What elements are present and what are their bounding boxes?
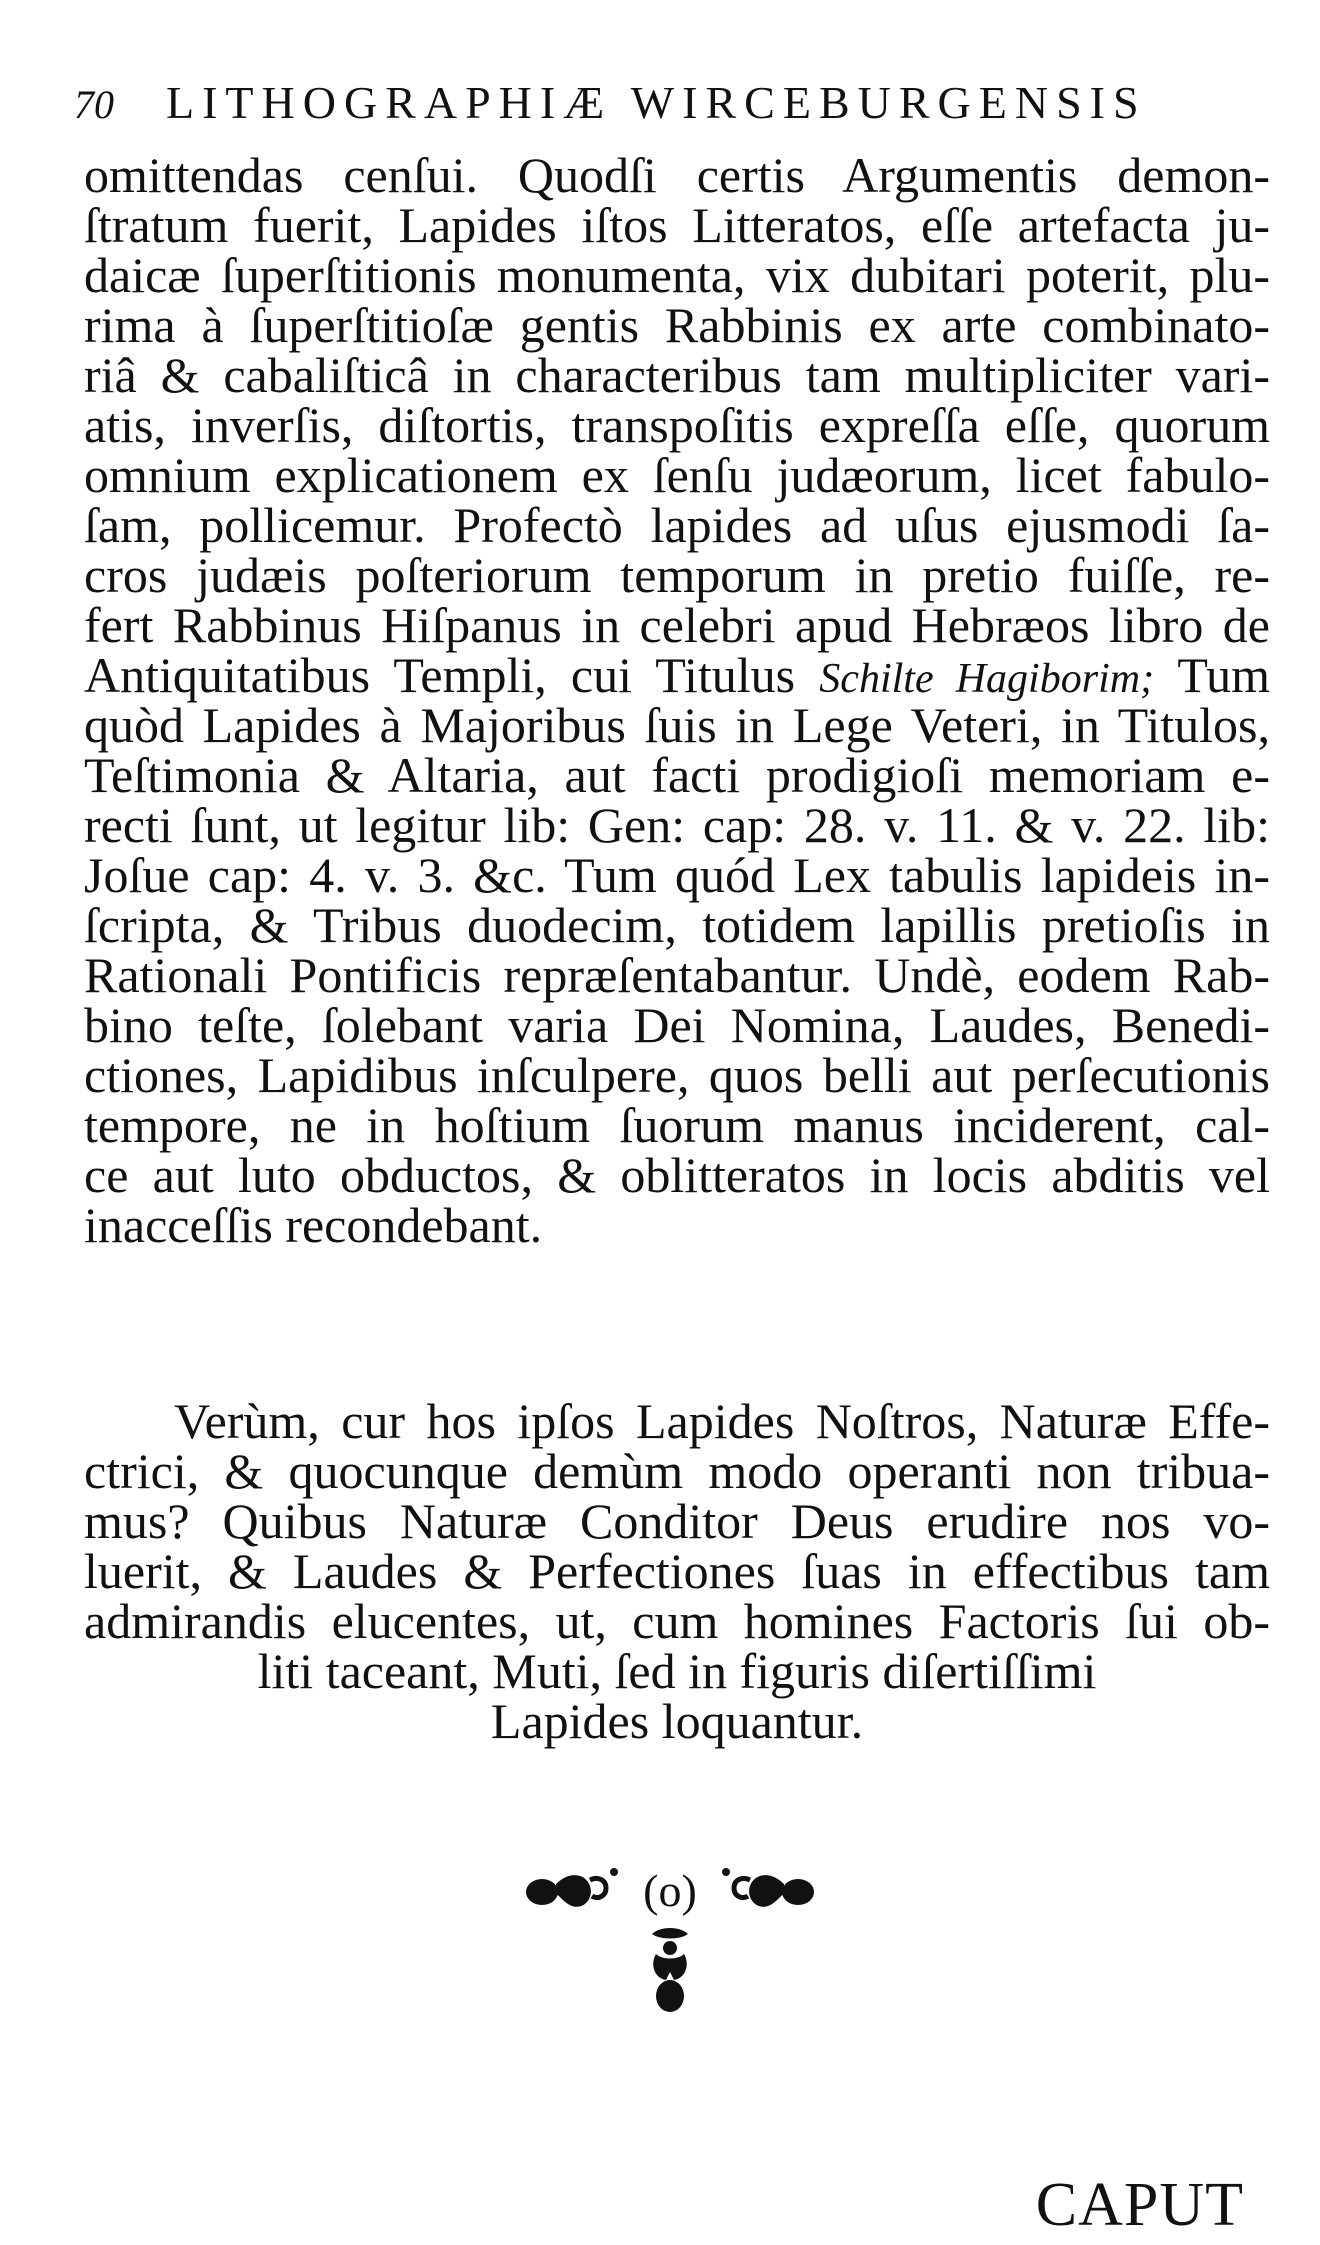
ornament-center-text: (o) (643, 1865, 697, 1916)
text-line-centered: Lapides loquantur. (490, 1693, 864, 1749)
text-line: ſtratum fuerit, Lapides iſtos Litteratos, eſſe artefacta ju- (84, 197, 1270, 253)
book-title-italic: Schilte Hagiborim; (819, 656, 1155, 702)
text-line: rima à ſuperſtitioſæ gentis Rabbinis ex arte combinato- (84, 297, 1270, 353)
text-line: Rationali Pontificis repræſentabantur. Undè, eodem Rab- (84, 947, 1270, 1003)
text-line: bino teſte, ſolebant varia Dei Nomina, Laudes, Benedi- (84, 997, 1270, 1053)
text-line: tempore, ne in hoſtium ſuorum manus inciderent, cal- (84, 1097, 1270, 1153)
running-header (74, 78, 1224, 128)
text-line: fert Rabbinus Hiſpanus in celebri apud Hebræos libro de (84, 597, 1270, 653)
text-line: Verùm, cur hos ipſos Lapides Noſtros, Naturæ Effe- (174, 1393, 1270, 1449)
text-line: omnium explicationem ex ſenſu judæorum, licet fabulo- (84, 447, 1270, 503)
text-line: riâ & cabaliſticâ in characteribus tam multipliciter vari- (84, 347, 1270, 403)
text-line: ſcripta, & Tribus duodecim, totidem lapillis pretioſis in (84, 897, 1270, 953)
text-line: cros judæis poſteriorum temporum in pretio fuiſſe, re- (84, 547, 1270, 603)
text-line: Joſue cap: 4. v. 3. &c. Tum quód Lex tabulis lapideis in- (84, 847, 1270, 903)
text-line: mus? Quibus Naturæ Conditor Deus erudire nos vo- (84, 1493, 1270, 1549)
running-title: LITHOGRAPHIÆ WIRCEBURGENSIS (166, 77, 1147, 128)
text-line-with-italic-title (84, 647, 1270, 703)
text-line: ſam, pollicemur. Profectò lapides ad uſus ejusmodi ſa- (84, 497, 1270, 553)
text-line: recti ſunt, ut legitur lib: Gen: cap: 28. v. 11. & v. 22. lib: (84, 797, 1270, 853)
paragraph-1 (84, 147, 1270, 1253)
text-line: ce aut luto obductos, & oblitteratos in locis abditis vel (84, 1147, 1270, 1203)
text-line: omittendas cenſui. Quodſi certis Argumentis demon- (84, 147, 1270, 203)
text-line: ctiones, Lapidibus inſculpere, quos belli aut perſecutionis (84, 1047, 1270, 1103)
text-line-centered: liti taceant, Muti, ſed in figuris diſertiſſimi (257, 1643, 1097, 1699)
text-fragment: Antiquitatibus Templi, cui Titulus (84, 647, 796, 703)
text-line: luerit, & Laudes & Perfectiones ſuas in effectibus tam (84, 1543, 1270, 1599)
text-line: quòd Lapides à Majoribus ſuis in Lege Veteri, in Titulos, (84, 697, 1270, 753)
text-fragment: Tum (1177, 647, 1270, 703)
paragraph-2 (84, 1393, 1270, 1749)
page-number: 70 (74, 82, 114, 127)
text-line: ctrici, & quocunque demùm modo operanti non tribua- (84, 1443, 1270, 1499)
text-line: inacceſſis recondebant. (84, 1197, 543, 1253)
catchword: CAPUT (1035, 2171, 1244, 2239)
text-line: atis, inverſis, diſtortis, transpoſitis expreſſa eſſe, quorum (84, 397, 1270, 453)
text-line: daicæ ſuperſtitionis monumenta, vix dubitari poterit, plu- (84, 247, 1270, 303)
printers-flower-ornament-icon (520, 1850, 820, 2020)
text-line: admirandis elucentes, ut, cum homines Factoris ſui ob- (84, 1593, 1270, 1649)
text-line: Teſtimonia & Altaria, aut facti prodigioſi memoriam e- (84, 747, 1270, 803)
